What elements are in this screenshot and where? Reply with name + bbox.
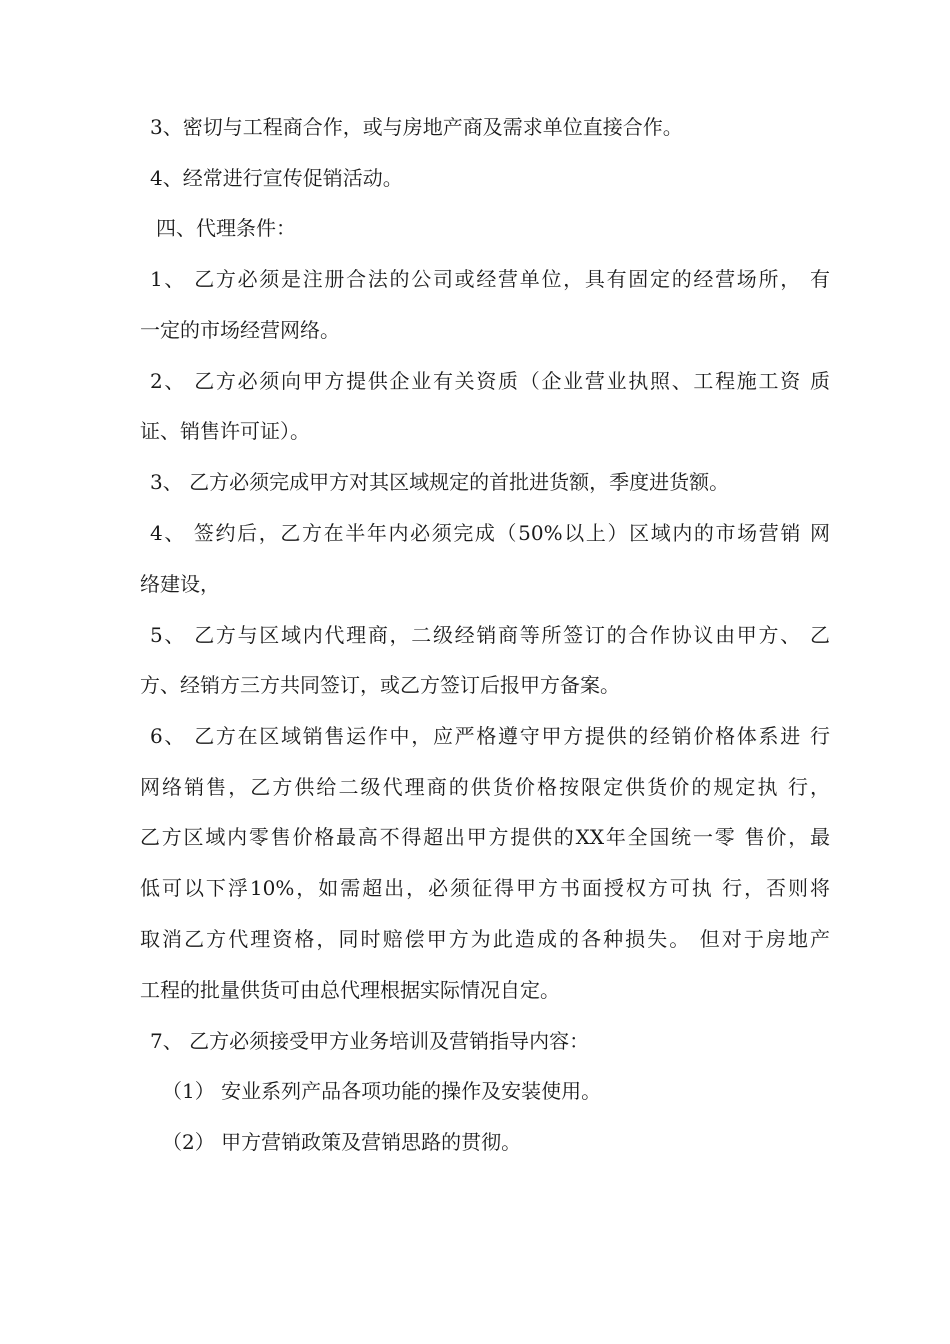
condition-1-line-1: 1、 乙方必须是注册合法的公司或经营单位，具有固定的经营场所， 有 bbox=[150, 267, 830, 291]
sub-item-2: （2） 甲方营销政策及营销思路的贯彻。 bbox=[162, 1130, 522, 1154]
condition-6-line-6: 工程的批量供货可由总代理根据实际情况自定。 bbox=[140, 978, 560, 1002]
condition-2-line-2: 证、销售许可证）。 bbox=[140, 419, 310, 443]
condition-6-line-2: 网络销售，乙方供给二级代理商的供货价格按限定供货价的规定执 行， bbox=[140, 775, 830, 799]
paragraph-item-3: 3、密切与工程商合作，或与房地产商及需求单位直接合作。 bbox=[150, 115, 683, 139]
condition-6-line-1: 6、 乙方在区域销售运作中，应严格遵守甲方提供的经销价格体系进 行 bbox=[150, 724, 830, 748]
sub-item-1: （1） 安业系列产品各项功能的操作及安装使用。 bbox=[162, 1079, 602, 1103]
condition-6-line-3: 乙方区域内零售价格最高不得超出甲方提供的XX年全国统一零 售价，最 bbox=[140, 825, 830, 849]
paragraph-item-4: 4、经常进行宣传促销活动。 bbox=[150, 166, 403, 190]
condition-2-line-1: 2、 乙方必须向甲方提供企业有关资质（企业营业执照、工程施工资 质 bbox=[150, 369, 830, 393]
condition-6-line-4: 低可以下浮10%，如需超出，必须征得甲方书面授权方可执 行，否则将 bbox=[140, 876, 830, 900]
condition-5-line-2: 方、经销方三方共同签订，或乙方签订后报甲方备案。 bbox=[140, 673, 620, 697]
condition-4-line-1: 4、 签约后，乙方在半年内必须完成（50%以上）区域内的市场营销 网 bbox=[150, 521, 830, 545]
condition-7-line-1: 7、 乙方必须接受甲方业务培训及营销指导内容： bbox=[150, 1029, 590, 1053]
section-heading-agency-conditions: 四、代理条件： bbox=[156, 216, 296, 240]
condition-4-line-2: 络建设， bbox=[140, 572, 220, 596]
condition-5-line-1: 5、 乙方与区域内代理商，二级经销商等所签订的合作协议由甲方、 乙 bbox=[150, 623, 830, 647]
condition-1-line-2: 一定的市场经营网络。 bbox=[140, 318, 340, 342]
condition-3-line-1: 3、 乙方必须完成甲方对其区域规定的首批进货额，季度进货额。 bbox=[150, 470, 730, 494]
condition-6-line-5: 取消乙方代理资格，同时赔偿甲方为此造成的各种损失。 但对于房地产 bbox=[140, 927, 830, 951]
